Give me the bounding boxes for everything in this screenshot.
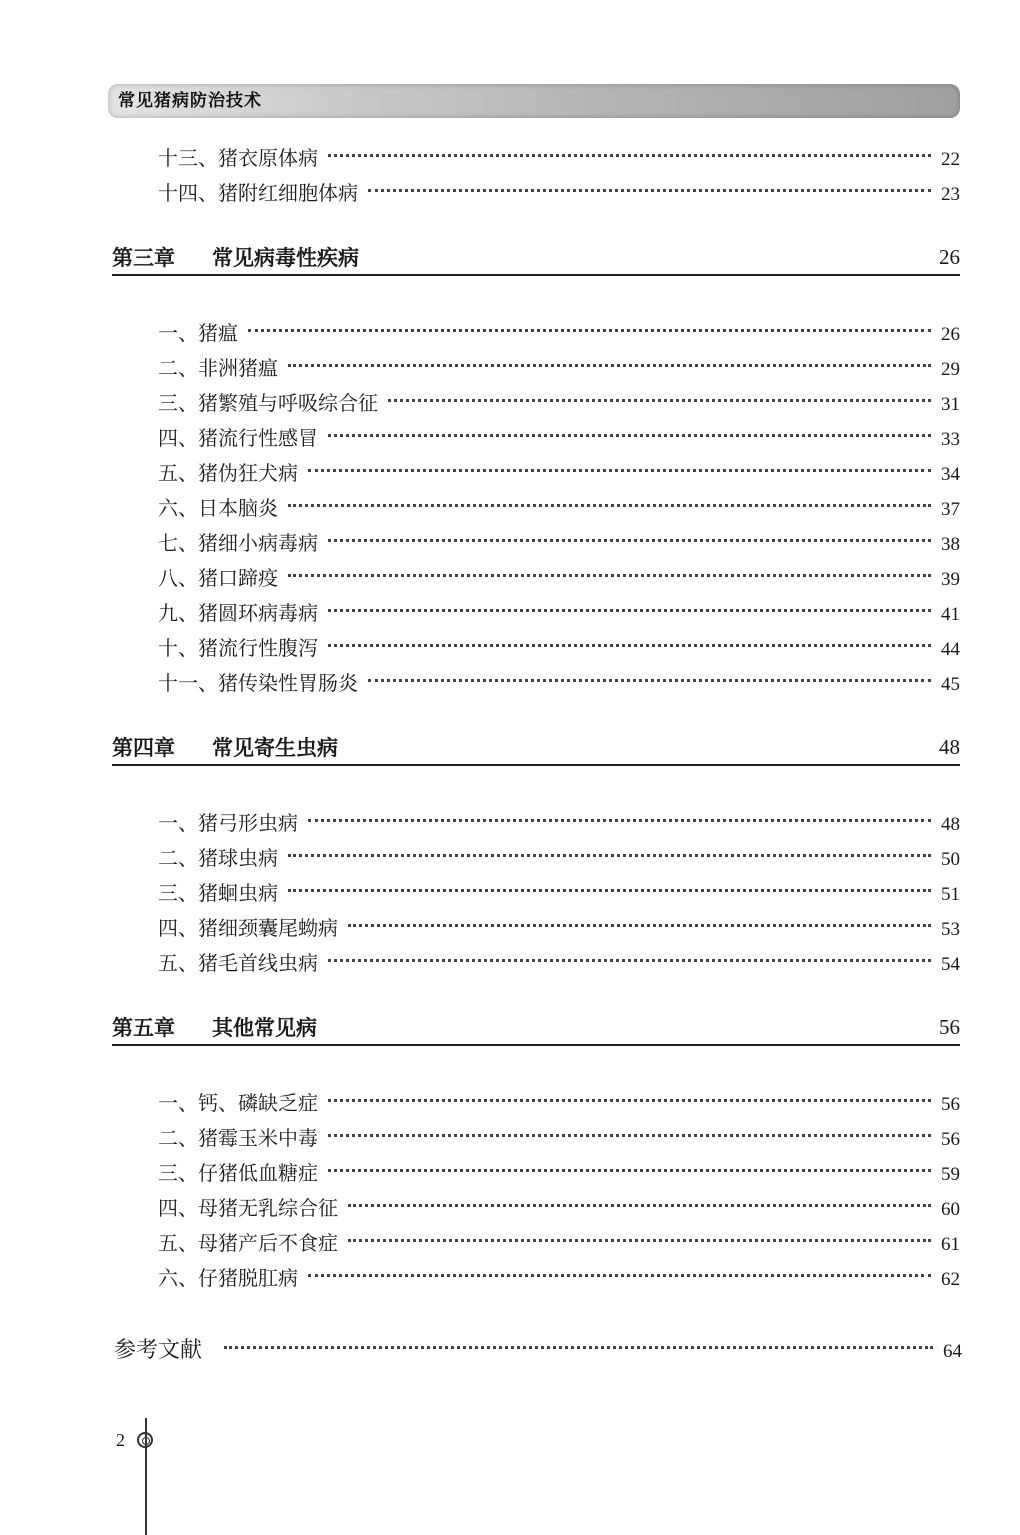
toc-entry-page: 33 <box>941 429 960 450</box>
toc-entry[interactable] <box>158 458 960 488</box>
running-header-title: 常见猪病防治技术 <box>118 91 262 111</box>
toc-entry-page: 62 <box>941 1269 960 1290</box>
toc-entry[interactable] <box>158 388 960 418</box>
toc-entry-page: 29 <box>941 359 960 380</box>
toc-entry-title: 二、猪球虫病 <box>158 846 278 870</box>
toc-entry-page: 54 <box>941 954 960 975</box>
toc-entry[interactable] <box>158 423 960 453</box>
toc-entry[interactable] <box>158 948 960 978</box>
toc-entry-title: 七、猪细小病毒病 <box>158 531 318 555</box>
chapter-page: 26 <box>939 244 960 269</box>
toc-entry-page: 44 <box>941 639 960 660</box>
chapter-number: 第四章 <box>112 736 175 760</box>
dot-leader <box>288 854 931 857</box>
toc-entry[interactable] <box>158 563 960 593</box>
toc-entry-title: 二、非洲猪瘟 <box>158 356 278 380</box>
dot-leader <box>368 189 931 192</box>
toc-entry-title: 八、猪口蹄疫 <box>158 566 278 590</box>
toc-entry[interactable] <box>158 1123 960 1153</box>
dot-leader <box>224 1346 933 1349</box>
toc-entry-page: 56 <box>941 1129 960 1150</box>
chapter-title: 常见寄生虫病 <box>212 736 338 760</box>
toc-entry[interactable] <box>158 493 960 523</box>
dot-leader <box>348 924 931 927</box>
toc-entry[interactable] <box>158 143 960 173</box>
toc-entry-page: 50 <box>941 849 960 870</box>
toc-entry-page: 61 <box>941 1234 960 1255</box>
toc-entry-page: 39 <box>941 569 960 590</box>
toc-entry-title: 五、母猪产后不食症 <box>158 1231 338 1255</box>
toc-entry-title: 十、猪流行性腹泻 <box>158 636 318 660</box>
dot-leader <box>368 679 931 682</box>
toc-entry-page: 56 <box>941 1094 960 1115</box>
toc-entry-title: 五、猪伪狂犬病 <box>158 461 298 485</box>
toc-entry[interactable] <box>158 1193 960 1223</box>
references-entry[interactable] <box>114 1336 962 1366</box>
toc-entry[interactable] <box>158 318 960 348</box>
toc-entry-title: 四、母猪无乳综合征 <box>158 1196 338 1220</box>
chapter-heading[interactable] <box>112 730 960 766</box>
dot-leader <box>248 329 931 332</box>
chapter-heading[interactable] <box>112 1010 960 1046</box>
chapter-number: 第五章 <box>112 1016 175 1040</box>
toc-entry-page: 51 <box>941 884 960 905</box>
toc-entry[interactable] <box>158 878 960 908</box>
toc-entry-page: 31 <box>941 394 960 415</box>
dot-leader <box>328 644 931 647</box>
references-page: 64 <box>943 1341 962 1362</box>
toc-entry[interactable] <box>158 1263 960 1293</box>
toc-entry[interactable] <box>158 1088 960 1118</box>
dot-leader <box>328 1134 931 1137</box>
toc-entry-title: 三、仔猪低血糖症 <box>158 1161 318 1185</box>
dot-leader <box>328 959 931 962</box>
page-ornament-icon <box>137 1432 153 1448</box>
dot-leader <box>348 1239 931 1242</box>
toc-entry[interactable] <box>158 1158 960 1188</box>
toc-entry[interactable] <box>158 1228 960 1258</box>
toc-entry-title: 一、猪弓形虫病 <box>158 811 298 835</box>
toc-entry-title: 十三、猪衣原体病 <box>158 146 318 170</box>
dot-leader <box>328 1099 931 1102</box>
chapter-page: 48 <box>939 734 960 759</box>
toc-entry-title: 四、猪流行性感冒 <box>158 426 318 450</box>
chapter-title: 其他常见病 <box>212 1016 317 1040</box>
toc-entry[interactable] <box>158 668 960 698</box>
toc-entry[interactable] <box>158 178 960 208</box>
toc-entry-title: 六、仔猪脱肛病 <box>158 1266 298 1290</box>
toc-entry[interactable] <box>158 633 960 663</box>
dot-leader <box>388 399 931 402</box>
toc-entry-title: 五、猪毛首线虫病 <box>158 951 318 975</box>
chapter-number: 第三章 <box>112 246 175 270</box>
page-number: 2 <box>116 1430 125 1450</box>
dot-leader <box>288 504 931 507</box>
references-title: 参考文献 <box>114 1338 203 1363</box>
toc-entry-title: 六、日本脑炎 <box>158 496 278 520</box>
toc-entry-title: 三、猪繁殖与呼吸综合征 <box>158 391 378 415</box>
toc-entry-page: 26 <box>941 324 960 345</box>
dot-leader <box>288 364 931 367</box>
dot-leader <box>328 1169 931 1172</box>
toc-entry[interactable] <box>158 843 960 873</box>
dot-leader <box>308 1274 931 1277</box>
chapter-title: 常见病毒性疾病 <box>212 246 359 270</box>
toc-entry-page: 22 <box>941 149 960 170</box>
toc-entry-page: 37 <box>941 499 960 520</box>
dot-leader <box>348 1204 931 1207</box>
toc-entry-page: 48 <box>941 814 960 835</box>
chapter-page: 56 <box>939 1014 960 1039</box>
dot-leader <box>308 819 931 822</box>
toc-entry-page: 23 <box>941 184 960 205</box>
dot-leader <box>328 539 931 542</box>
toc-entry[interactable] <box>158 528 960 558</box>
toc-entry-page: 38 <box>941 534 960 555</box>
chapter-heading[interactable] <box>112 240 960 276</box>
dot-leader <box>308 469 931 472</box>
toc-entry-page: 34 <box>941 464 960 485</box>
toc-entry-page: 41 <box>941 604 960 625</box>
toc-entry-title: 四、猪细颈囊尾蚴病 <box>158 916 338 940</box>
toc-entry[interactable] <box>158 353 960 383</box>
dot-leader <box>288 574 931 577</box>
toc-entry-page: 53 <box>941 919 960 940</box>
dot-leader <box>328 154 931 157</box>
toc-entry[interactable] <box>158 598 960 628</box>
toc-entry-title: 一、猪瘟 <box>158 321 238 345</box>
toc-entry[interactable] <box>158 808 960 838</box>
toc-entry-title: 十一、猪传染性胃肠炎 <box>158 671 358 695</box>
dot-leader <box>328 609 931 612</box>
toc-entry-title: 十四、猪附红细胞体病 <box>158 181 358 205</box>
dot-leader <box>328 434 931 437</box>
toc-entry-page: 45 <box>941 674 960 695</box>
toc-entry-title: 二、猪霉玉米中毒 <box>158 1126 318 1150</box>
toc-entry[interactable] <box>158 913 960 943</box>
toc-entry-page: 60 <box>941 1199 960 1220</box>
dot-leader <box>288 889 931 892</box>
toc-entry-page: 59 <box>941 1164 960 1185</box>
toc-entry-title: 三、猪蛔虫病 <box>158 881 278 905</box>
toc-entry-title: 一、钙、磷缺乏症 <box>158 1091 318 1115</box>
toc-entry-title: 九、猪圆环病毒病 <box>158 601 318 625</box>
